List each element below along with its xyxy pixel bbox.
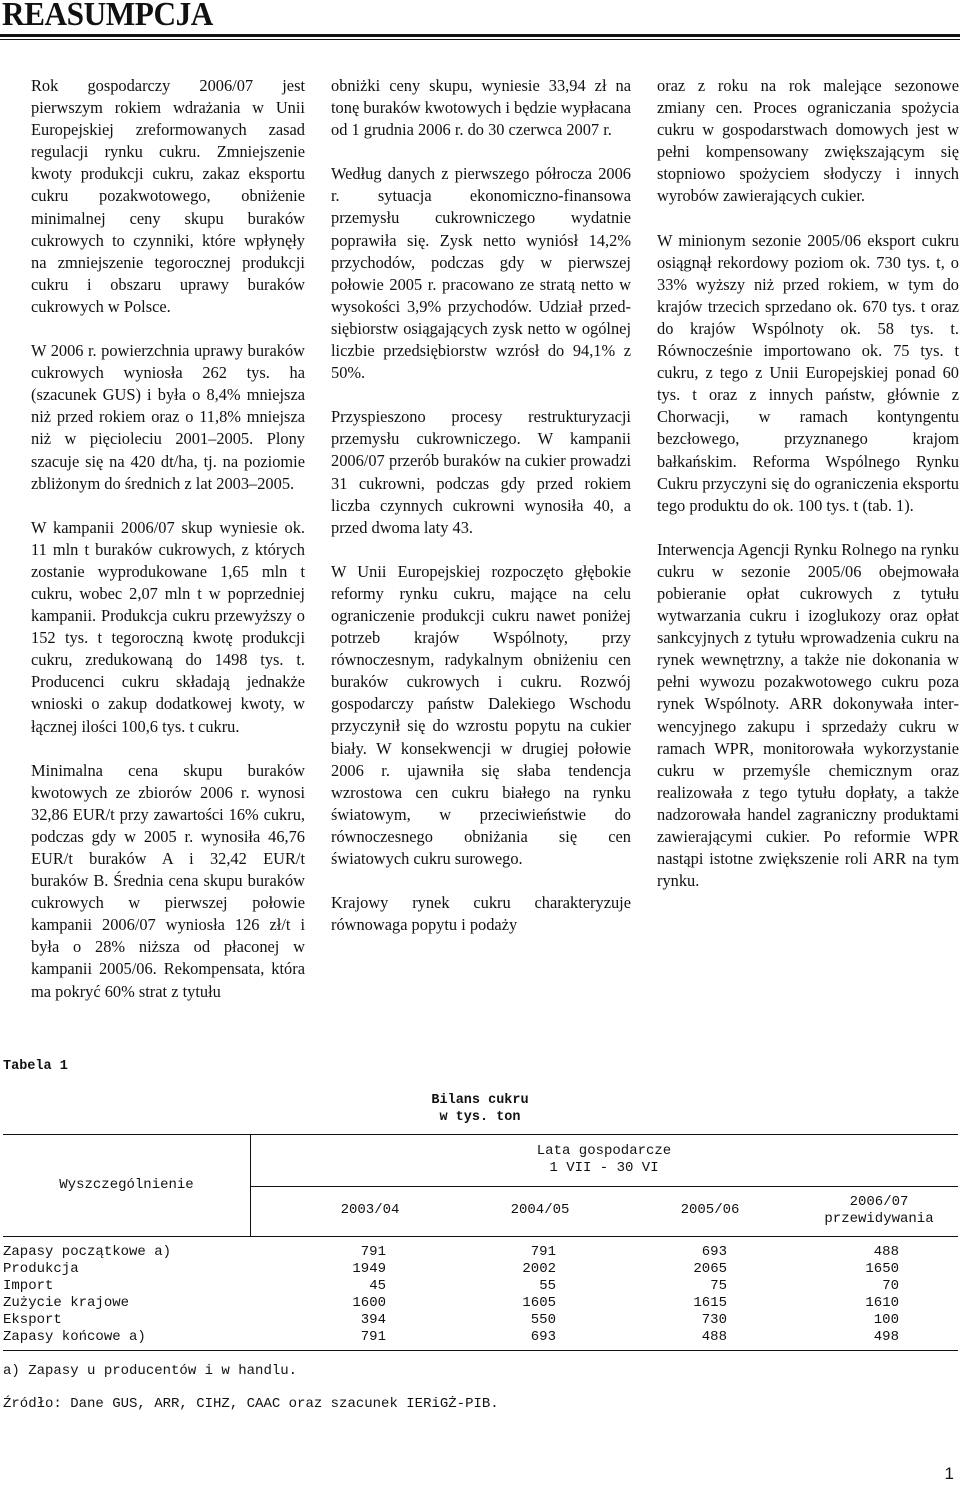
row-label: Zapasy początkowe a) xyxy=(3,1244,172,1260)
cell-value: 45 xyxy=(369,1278,386,1294)
cell-value: 100 xyxy=(873,1312,899,1328)
table-row xyxy=(3,1329,958,1346)
row-label: Zużycie krajowe xyxy=(3,1295,130,1311)
paragraph: W kampanii 2006/07 skup wyniesie ok. 11 mln t buraków cukrowych, z których zostanie wyprodukowane 1,65 mln t cukru, wobec 2,07 mln t w poprzedniej kampanii. Produkcja cukru przewyższy o 152 tys. t tegoroczną kwotę produkcji cukru, zredukowaną do 1498 tys. t. Producenci cukru składają jednakże wnioski o zakup dodatkowej kwoty, w łącznej ilości 100,6 tys. t cukru. xyxy=(31,517,305,736)
header-year-4-line2: przewidywania xyxy=(824,1211,934,1227)
cell-value: 498 xyxy=(873,1329,899,1345)
cell-value: 730 xyxy=(701,1312,727,1328)
table-top-rule xyxy=(3,1134,958,1135)
page-number: 1 xyxy=(944,1464,954,1483)
header-year-2: 2004/05 xyxy=(510,1202,570,1218)
cell-value: 693 xyxy=(701,1244,727,1260)
header-rule-thin xyxy=(0,39,960,40)
cell-value: 791 xyxy=(360,1244,386,1260)
cell-value: 70 xyxy=(882,1278,899,1294)
paragraph: Interwencja Agencji Rynku Rolnego na rynku cukru w sezonie 2005/06 obejmowała pobieranie opłat cukrowych z tytułu wytwarzania cukru i izoglukozy oraz opłat sankcyjnych z tytułu wprowadzenia cukru na rynek wewnętrzny, a także nie dokonania w pełni wywozu pozakwotowego cukru poza rynek Wspólnoty. ARR dokonywała interwencyjnego zakupu i sprzedaży cukru w ramach WPR, monitorowała wykorzystanie cukru w przemyśle chemicznym oraz realizowała z tego tytułu dopłaty, a także nadzorowała handel zagraniczny produktami zawierającymi cukier. Po reformie WPR nastąpi istotne zwiększenie roli ARR na tym rynku. xyxy=(657,539,959,891)
row-label: Zapasy końcowe a) xyxy=(3,1329,146,1345)
cell-value: 1610 xyxy=(865,1295,899,1311)
table-caption xyxy=(390,1092,570,1126)
header-year-1: 2003/04 xyxy=(340,1202,400,1218)
paragraph: Krajowy rynek cukru charakteryzuje równowaga popytu i podaży xyxy=(331,893,631,935)
table-caption-line2: w tys. ton xyxy=(439,1110,521,1125)
cell-value: 1650 xyxy=(865,1261,899,1277)
table-row xyxy=(3,1312,958,1329)
column-1 xyxy=(31,75,305,1025)
cell-value: 55 xyxy=(539,1278,556,1294)
table-source: Źródło: Dane GUS, ARR, CIHZ, CAAC oraz szacunek IERiGŻ-PIB. xyxy=(3,1396,499,1412)
table-row xyxy=(3,1244,958,1261)
table-bottom-rule xyxy=(3,1350,958,1351)
header-year-3: 2005/06 xyxy=(680,1202,740,1218)
header-rule-thick xyxy=(0,34,960,37)
cell-value: 2065 xyxy=(693,1261,727,1277)
header-group-line1: Lata gospodarcze xyxy=(536,1143,672,1159)
cell-value: 791 xyxy=(360,1329,386,1345)
cell-value: 693 xyxy=(530,1329,556,1345)
table-row xyxy=(3,1261,958,1278)
table-header-bottom-rule xyxy=(3,1236,958,1237)
paragraph: W 2006 r. powierzchnia uprawy buraków cukrowych wyniosła 262 tys. ha (szacunek GUS) i była o 8,4% mniejsza niż przed rokiem oraz o 11,8% mniejsza niż w pięcioleciu 2001–2005. Plony szacuje się na 420 dt/ha, tj. na poziomie zbliżonym do średnich z lat 2003–2005. xyxy=(31,341,305,493)
table-body xyxy=(3,1244,958,1346)
header-group-line2: 1 VII - 30 VI xyxy=(549,1160,659,1176)
cell-value: 1600 xyxy=(352,1295,386,1311)
cell-value: 488 xyxy=(873,1244,899,1260)
paragraph: Przyspieszono procesy restrukturyzacji przemysłu cukrowniczego. W kampanii 2006/07 przerób buraków na cukier prowadzi 31 cukrowni, podczas gdy przed rokiem liczba czynnych cukrowni wynosiła 40, a przed dwoma laty 43. xyxy=(331,407,631,537)
paragraph: W Unii Europejskiej rozpoczęto głębokie reformy rynku cukru, mające na celu ograniczenie produkcji cukru nawet poniżej potrzeb krajów Wspólnoty, przy równoczesnym, radykalnym obniżeniu cen buraków cukrowych i cukru. Rozwój gospodarczy państw Dalekiego Wschodu przyczynił się do wzrostu popytu na cukier biały. W konsekwencji w drugiej połowie 2006 r. ujawniła się słaba tendencja wzrostowa cen cukru białego na rynku światowym, w przeciwieństwie do równoczesnego obniżania się cen światowych cukru surowego. xyxy=(331,561,631,868)
cell-value: 488 xyxy=(701,1329,727,1345)
cell-value: 2002 xyxy=(522,1261,556,1277)
paragraph: obniżki ceny skupu, wyniesie 33,94 zł na tonę buraków kwotowych i będzie wypłacana od 1 grudnia 2006 r. do 30 czerwca 2007 r. xyxy=(331,76,631,140)
cell-value: 550 xyxy=(530,1312,556,1328)
table-caption-line1: Bilans cukru xyxy=(431,1093,529,1108)
cell-value: 1615 xyxy=(693,1295,727,1311)
cell-value: 75 xyxy=(710,1278,727,1294)
page-title: REASUMPCJA xyxy=(2,0,213,33)
header-year-4-line1: 2006/07 xyxy=(849,1194,909,1210)
table-group-rule xyxy=(250,1186,958,1187)
row-label: Eksport xyxy=(3,1312,62,1328)
row-label: Import xyxy=(3,1278,54,1294)
table-label: Tabela 1 xyxy=(3,1059,68,1074)
column-2 xyxy=(331,75,631,958)
paragraph: Według danych z pierwszego półrocza 2006 r. sytuacja ekonomiczno-finansowa przemysłu cukrowniczego wydatnie poprawiła się. Zysk netto wyniósł 14,2% przychodów, podczas gdy w pierwszej połowie 2005 r. pracowano ze stratą netto w wysokości 3,9% przychodów. Udział przedsiębiorstw osiągających zysk netto w ogólnej liczbie przedsiębiorstw wzrósł do 94,1% z 50%. xyxy=(331,164,631,383)
paragraph: W minionym sezonie 2005/06 eksport cukru osiągnął rekordowy poziom ok. 730 tys. t, o 33% wyższy niż przed rokiem, w tym do krajów trzecich sprzedano ok. 670 tys. t oraz do krajów Wspólnoty ok. 58 tys. t. Równocześnie importowano ok. 75 tys. t cukru, z tego z Unii Europejskiej ponad 60 tys. t oraz z innych państw, głównie z Chorwacji, w ramach kontyngentu bezcłowego, przyznanego krajom bałkańskim. Reforma Wspólnego Rynku Cukru przyczyni się do ograniczenia eksportu tego produktu do ok. 100 tys. t (tab. 1). xyxy=(657,230,959,515)
table-row xyxy=(3,1278,958,1295)
text-columns xyxy=(0,75,960,1035)
row-label: Produkcja xyxy=(3,1261,79,1277)
cell-value: 394 xyxy=(360,1312,386,1328)
paragraph: Rok gospodarczy 2006/07 jest pierwszym rokiem wdrażania w Unii Europejskiej zreformowanych zasad regulacji rynku cukru. Zmniejszenie kwoty produkcji cukru, zakaz eksportu cukru pozakwotowego, obniżenie minimalnej ceny skupu buraków cukrowych to czynniki, które wpłynęły na zmniejszenie tegorocznej produkcji cukru i obszaru uprawy buraków cukrowych w Polsce. xyxy=(31,76,305,316)
cell-value: 1605 xyxy=(522,1295,556,1311)
paragraph: Minimalna cena skupu buraków kwotowych ze zbiorów 2006 r. wynosi 32,86 EUR/t przy zawartości 16% cukru, podczas gdy w 2005 r. wynosiła 46,76 EUR/t buraków A i 32,42 EUR/t buraków B. Średnia cena skupu buraków cukrowych w pierwszej połowie kampanii 2006/07 wyniosła 126 zł/t i była o 28% niższa od płaconej w kampanii 2005/06. Rekompensata, która ma pokryć 60% strat z tytułu xyxy=(31,760,305,1001)
table-row xyxy=(3,1295,958,1312)
cell-value: 1949 xyxy=(352,1261,386,1277)
table-footnote: a) Zapasy u producentów i w handlu. xyxy=(3,1363,298,1379)
header-row-label: Wyszczególnienie xyxy=(59,1177,194,1193)
paragraph: oraz z roku na rok malejące sezonowe zmiany cen. Proces ograniczania spożycia cukru w gospodarstwach domowych jest w pełni kompensowany zwiększającym się stopniowo spożyciem słodyczy i innych wyrobów zawierających cukier. xyxy=(657,76,959,206)
cell-value: 791 xyxy=(530,1244,556,1260)
column-3 xyxy=(657,75,959,914)
